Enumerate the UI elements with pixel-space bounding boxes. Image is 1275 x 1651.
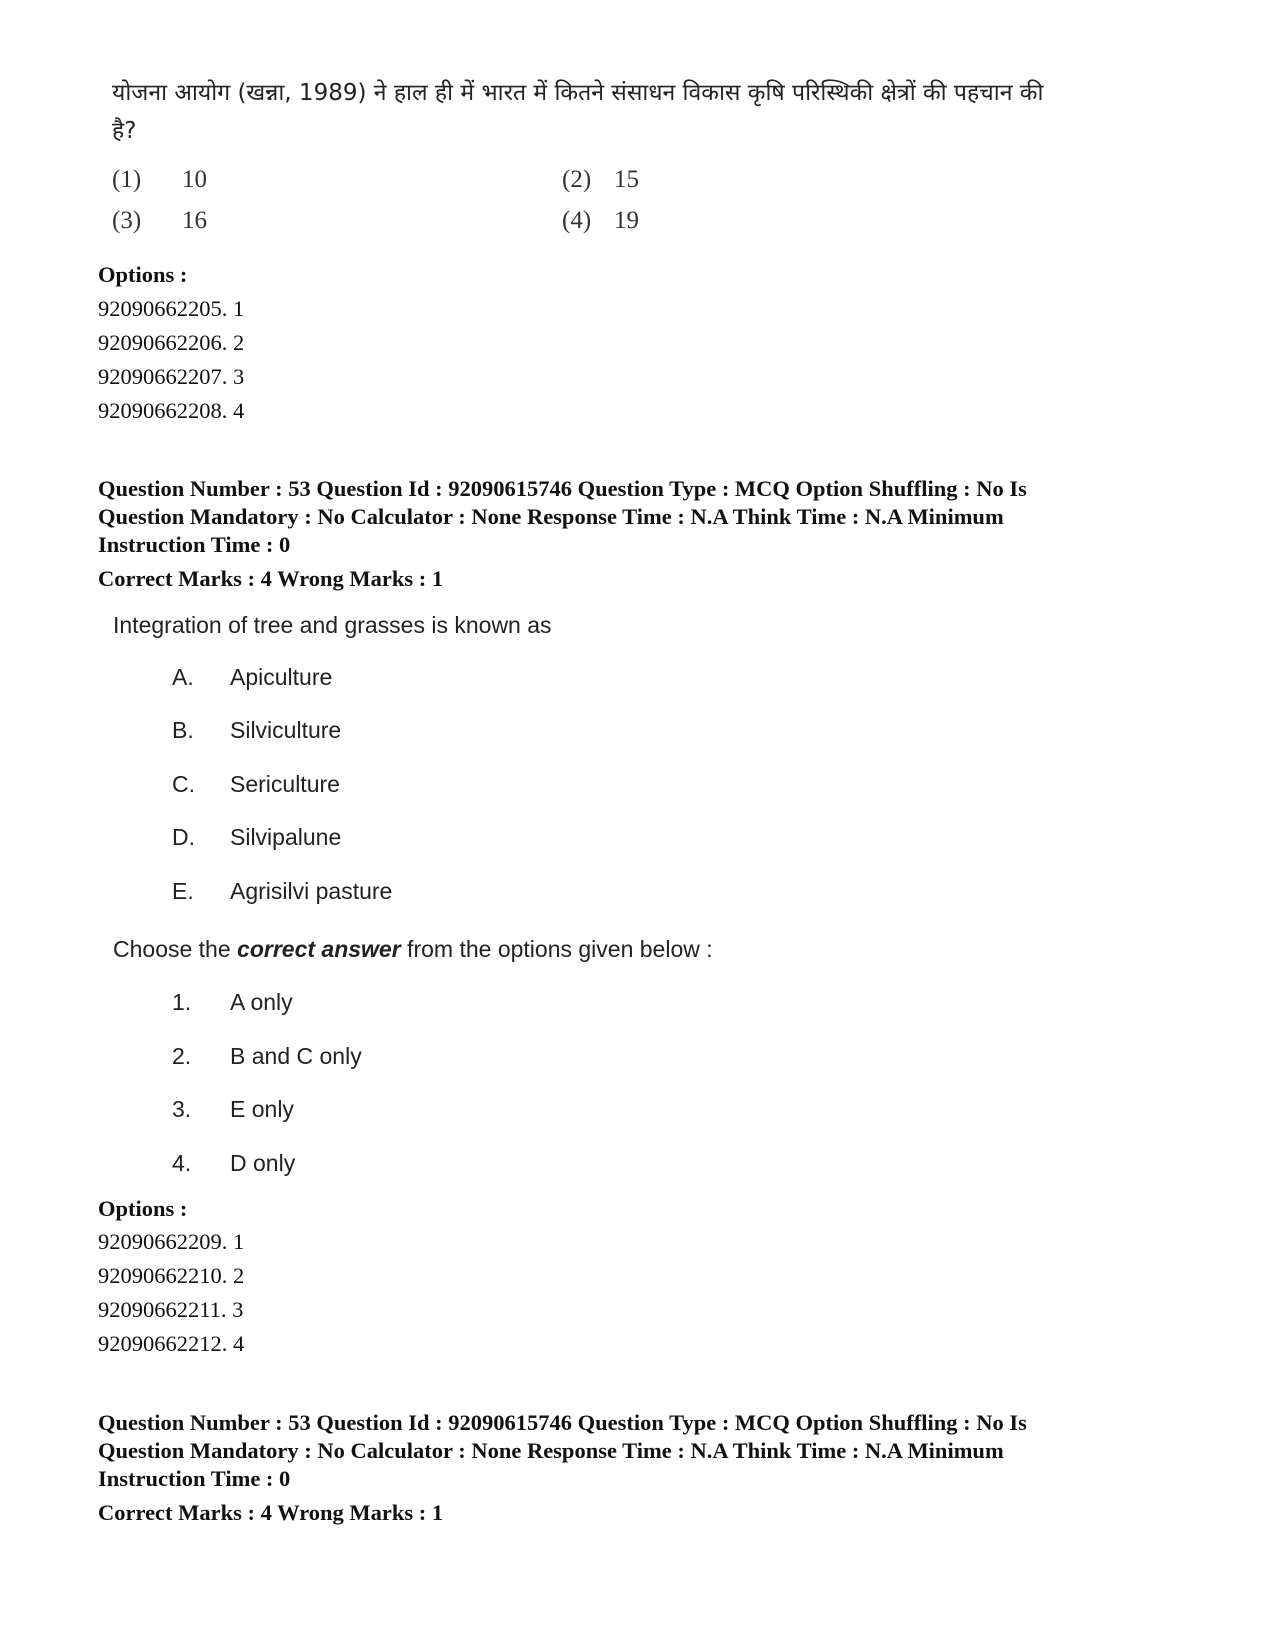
options-heading: Options : [98,262,188,287]
statement-e [172,878,392,905]
hindi-question-text: योजना आयोग (खन्ना, 1989) ने हाल ही में भारत में कितने संसाधन विकास कृषि परिस्थिकी क्षेत्रों की पहचान की है? [112,80,1044,144]
answer-3 [172,1096,294,1123]
choose-instruction [113,936,713,963]
hindi-option-1 [112,166,207,194]
hindi-option-number: (4) [562,207,592,234]
option-code: 92090662207. 3 [98,364,245,389]
statement-c [172,771,340,798]
question-stem: Integration of tree and grasses is known as [113,612,552,638]
statement-label: A. [172,664,194,690]
question-meta: Instruction Time : 0 [98,1466,291,1491]
option-code: 92090662210. 2 [98,1263,245,1288]
statement-label: E. [172,878,194,904]
question-meta: Question Number : 53 Question Id : 92090615746 Question Type : MCQ Option Shuffling : No Is [98,1410,1027,1435]
question-meta: Question Mandatory : No Calculator : None Response Time : N.A Think Time : N.A Minimum [98,1438,1004,1463]
hindi-option-value: 19 [614,207,639,234]
hindi-option-number: (3) [112,207,142,234]
hindi-option-value: 10 [182,166,207,193]
statement-d [172,824,341,851]
statement-a [172,664,332,691]
answer-text: D only [230,1150,296,1176]
hindi-option-3 [112,207,207,235]
statement-text: Silviculture [230,717,342,743]
answer-text: E only [230,1096,294,1122]
choose-suffix: from the options given below : [400,936,713,962]
option-code: 92090662212. 4 [98,1331,245,1356]
statement-label: B. [172,717,194,743]
hindi-option-2 [562,166,639,194]
options-heading: Options : [98,1196,188,1221]
choose-emphasis: correct answer [237,936,401,962]
option-code: 92090662209. 1 [98,1229,245,1254]
statement-text: Silvipalune [230,824,342,850]
statement-text: Apiculture [230,664,333,690]
statement-label: D. [172,824,195,850]
answer-text: A only [230,989,293,1015]
question-marks: Correct Marks : 4 Wrong Marks : 1 [98,1500,444,1525]
option-code: 92090662205. 1 [98,296,245,321]
option-code: 92090662208. 4 [98,398,245,423]
question-meta: Instruction Time : 0 [98,532,291,557]
option-code: 92090662206. 2 [98,330,245,355]
question-marks: Correct Marks : 4 Wrong Marks : 1 [98,566,444,591]
statement-text: Sericulture [230,771,340,797]
answer-4 [172,1150,295,1177]
hindi-option-value: 15 [614,166,639,193]
statement-b [172,717,341,744]
hindi-option-number: (1) [112,166,142,193]
answer-label: 2. [172,1043,192,1069]
question-meta: Question Mandatory : No Calculator : None Response Time : N.A Think Time : N.A Minimum [98,504,1004,529]
hindi-option-4 [562,207,639,235]
choose-prefix: Choose the [113,936,238,962]
answer-1 [172,989,293,1016]
statement-text: Agrisilvi pasture [230,878,393,904]
option-code: 92090662211. 3 [98,1297,244,1322]
hindi-option-number: (2) [562,166,592,193]
statement-label: C. [172,771,195,797]
answer-text: B and C only [230,1043,362,1069]
answer-label: 1. [172,989,192,1015]
hindi-option-value: 16 [182,207,207,234]
answer-label: 4. [172,1150,192,1176]
question-meta: Question Number : 53 Question Id : 92090615746 Question Type : MCQ Option Shuffling : No Is [98,476,1027,501]
answer-label: 3. [172,1096,192,1122]
answer-2 [172,1043,362,1070]
